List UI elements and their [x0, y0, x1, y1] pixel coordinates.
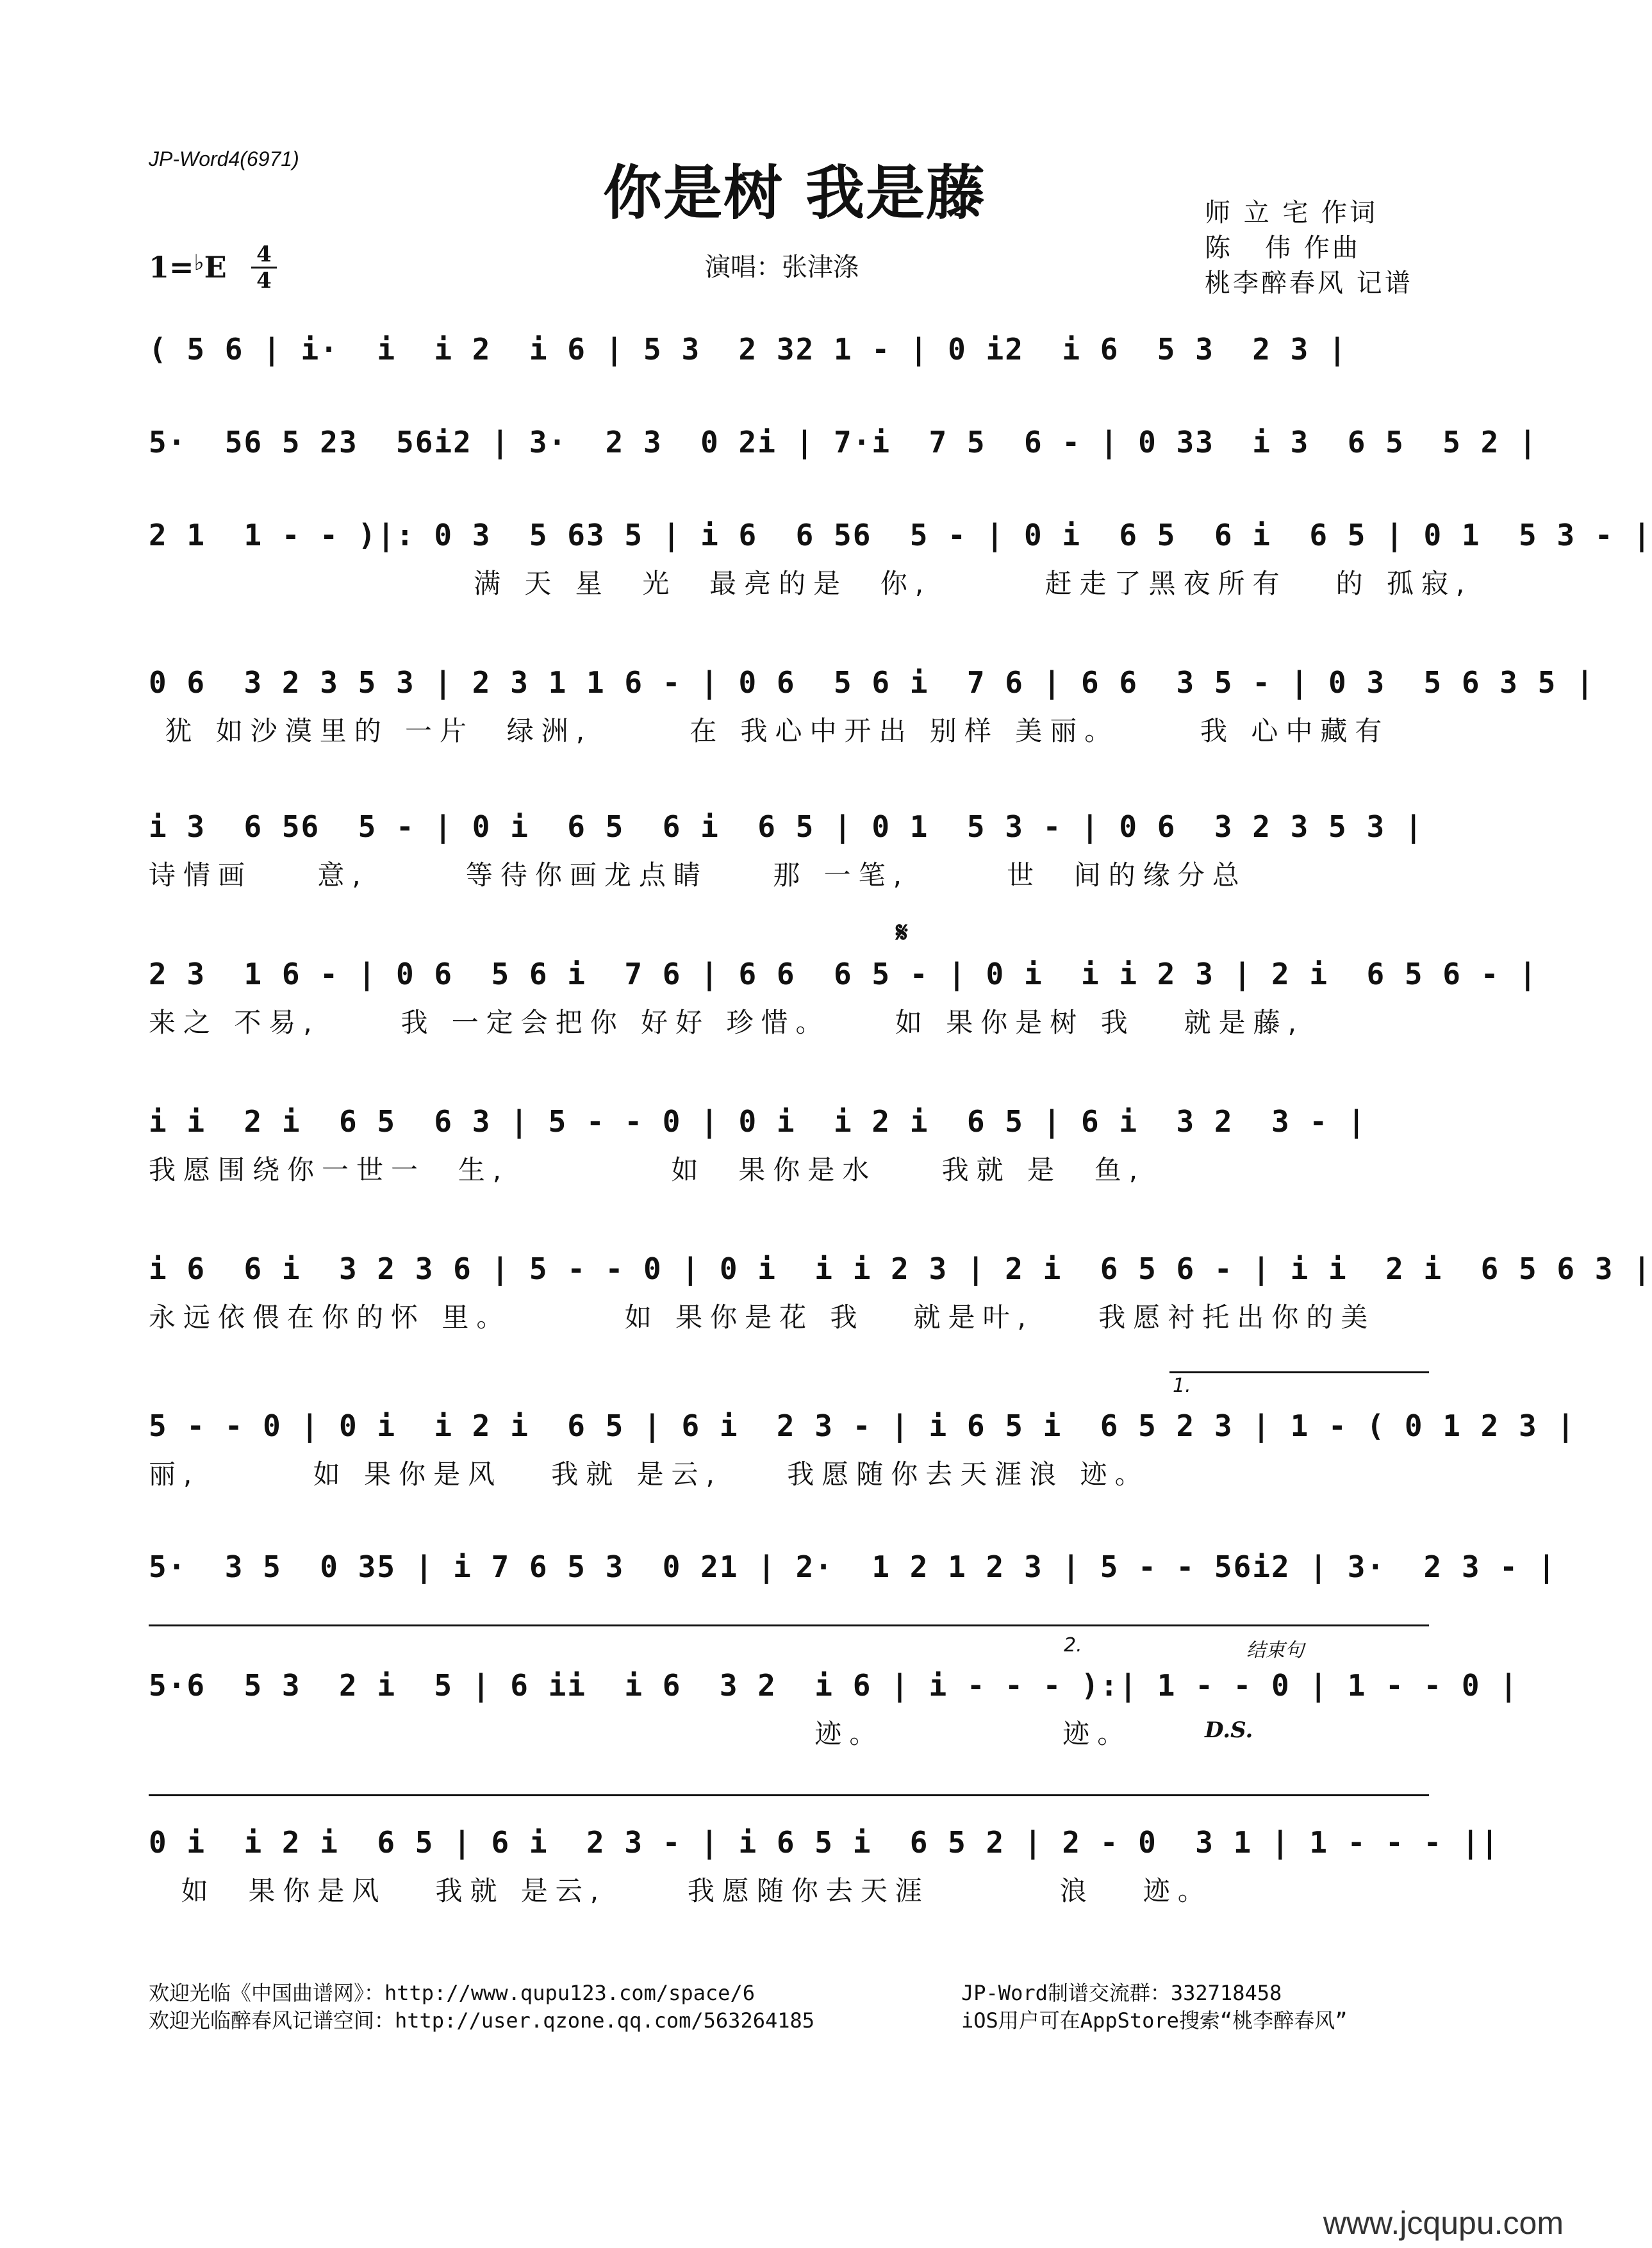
time-numerator: 4: [251, 242, 277, 269]
dal-segno-mark: D.S.: [1205, 1717, 1253, 1743]
notation-line: 2 1 1 - - )|: 0 3 5 63 5 | i 6 6 56 5 - | 0 i 6 5 6 i 6 5 | 0 1 5 3 - |: [149, 518, 1652, 552]
time-denominator: 4: [256, 268, 272, 293]
notation-line: 5· 3 5 0 35 | i 7 6 5 3 0 21 | 2· 1 2 1 2 3 | 5 - - 56i2 | 3· 2 3 - |: [149, 1550, 1557, 1584]
footer-line: 欢迎光临醉春风记谱空间：http://user.qzone.qq.com/563264185: [149, 2008, 815, 2033]
lyric-line: 我愿围绕你一世一 生, 如 果你是水 我就 是 鱼,: [149, 1154, 1146, 1186]
volta-1-label: 1.: [1173, 1375, 1191, 1397]
lyric-line: 丽, 如 果你是风 我就 是云, 我愿随你去天涯浪 迹。: [149, 1459, 1150, 1490]
key-note: E: [204, 250, 227, 285]
notation-line: 2 3 1 6 - | 0 6 5 6 i 7 6 | 6 6 6 5 - | 0 i i i 2 3 | 2 i 6 5 6 - |: [149, 957, 1538, 991]
lyric-line: 诗情画 意, 等待你画龙点睛 那 一笔, 世 间的缘分总: [149, 859, 1247, 891]
footer-line: 欢迎光临《中国曲谱网》：http://www.qupu123.com/space/6: [149, 1981, 755, 2005]
coda-label: 结束句: [1246, 1639, 1304, 1662]
notation-line: ( 5 6 | i· i i 2 i 6 | 5 3 2 32 1 - | 0 i2 i 6 5 3 2 3 |: [149, 332, 1348, 367]
song-title: 你是树 我是藤: [602, 158, 987, 227]
volta-2-label: 2.: [1064, 1634, 1082, 1657]
notation-line: i 3 6 56 5 - | 0 i 6 5 6 i 6 5 | 0 1 5 3 - | 0 6 3 2 3 5 3 |: [149, 809, 1424, 844]
lyric-line: 永远依偎在你的怀 里。 如 果你是花 我 就是叶, 我愿衬托出你的美: [149, 1302, 1376, 1333]
time-signature: [251, 242, 277, 293]
flat-sign: ♭: [194, 250, 204, 276]
transcriber-credit: 桃李醉春风 记谱: [1205, 269, 1413, 298]
volta-bracket-1: [1169, 1371, 1429, 1373]
lyric-line: 如 果你是风 我就 是云, 我愿随你去天涯 浪 迹。: [149, 1875, 1212, 1906]
lyric-line: 来之 不易, 我 一定会把你 好好 珍惜。 如 果你是树 我 就是藤,: [149, 1007, 1305, 1038]
software-label: JP-Word4(6971): [149, 147, 299, 170]
notation-line: 5·6 5 3 2 i 5 | 6 ii i 6 3 2 i 6 | i - - - ):| 1 - - 0 | 1 - - 0 |: [149, 1668, 1519, 1703]
notation-line: 5 - - 0 | 0 i i 2 i 6 5 | 6 i 2 3 - | i 6 5 i 6 5 2 3 | 1 - ( 0 1 2 3 |: [149, 1409, 1576, 1443]
notation-line: 5· 56 5 23 56i2 | 3· 2 3 0 2i | 7·i 7 5 6 - | 0 33 i 3 6 5 5 2 |: [149, 425, 1538, 459]
lyric-line: 满 天 星 光 最亮的是 你, 赶走了黑夜所有 的 孤寂,: [149, 568, 1473, 599]
footer-line: JP-Word制谱交流群：332718458: [961, 1981, 1282, 2005]
notation-line: i 6 6 i 3 2 3 6 | 5 - - 0 | 0 i i i 2 3 | 2 i 6 5 6 - | i i 2 i 6 5 6 3 |: [149, 1252, 1652, 1286]
lyric-line: 犹 如沙漠里的 一片 绿洲, 在 我心中开出 别样 美丽。 我 心中藏有: [149, 715, 1390, 747]
notation-line: i i 2 i 6 5 6 3 | 5 - - 0 | 0 i i 2 i 6 5 | 6 i 3 2 3 - |: [149, 1104, 1367, 1139]
key-signature: [149, 250, 227, 285]
composer-credit: 陈 伟 作曲: [1205, 233, 1360, 263]
section-rule: [149, 1794, 1429, 1796]
singer-credit: 演唱：张津涤: [705, 252, 859, 282]
lyricist-credit: 师 立 宅 作词: [1205, 198, 1378, 227]
footer-line: iOS用户可在AppStore搜索“桃李醉春风”: [961, 2008, 1348, 2033]
watermark: www.jcqupu.com: [1323, 2205, 1564, 2241]
lyric-line: 迹。 迹。: [149, 1718, 1132, 1749]
notation-line: 0 6 3 2 3 5 3 | 2 3 1 1 6 - | 0 6 5 6 i 7 6 | 6 6 3 5 - | 0 3 5 6 3 5 |: [149, 665, 1595, 700]
section-rule: [149, 1624, 1429, 1626]
notation-line: 0 i i 2 i 6 5 | 6 i 2 3 - | i 6 5 i 6 5 2 | 2 - 0 3 1 | 1 - - - ||: [149, 1825, 1500, 1860]
key-prefix: 1=: [149, 250, 194, 285]
segno-sign: 𝄋: [896, 916, 908, 949]
